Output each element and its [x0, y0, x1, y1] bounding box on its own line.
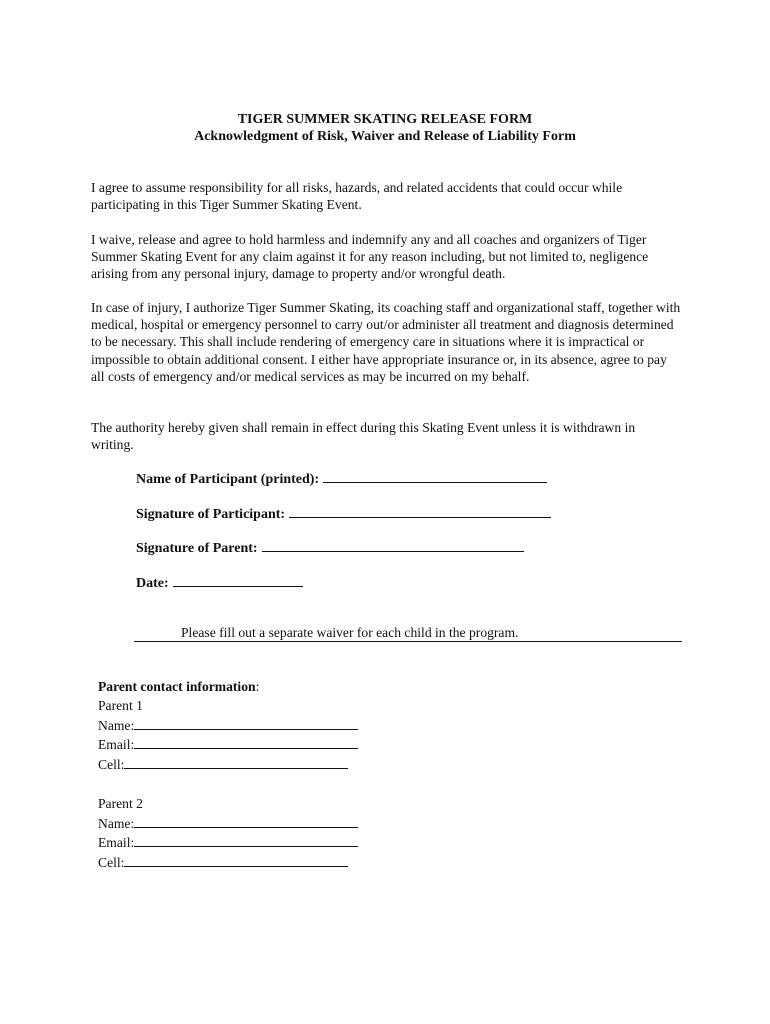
- parent-signature-row: [136, 539, 524, 558]
- separate-waiver-note: [134, 623, 682, 642]
- paragraph-medical: In case of injury, I authorize Tiger Summer Skating, its coaching staff and organizational staff, together with medical, hospital or emergency personnel to carry out/or administer all treatment and diagnosis determined to be necessary. This shall include rendering of emergency care in situations where it is impractical or impossible to obtain additional consent. I either have appropriate insurance or, in its absence, agree to pay all costs of emergency and/or medical services as may be incurred on my behalf.: [91, 300, 681, 384]
- participant-signature-label: Signature of Participant:: [136, 507, 286, 522]
- paragraph-waiver: I waive, release and agree to hold harmless and indemnify any and all coaches and organizers of Tiger Summer Skating Event for any claim against it for any reason including, but not limited to, negligence arising from any personal injury, damage to property and/or wrongful death.: [91, 232, 649, 282]
- parent2-email-row: [98, 834, 358, 852]
- form-subtitle: Acknowledgment of Risk, Waiver and Release of Liability Form: [194, 129, 576, 144]
- parent2-cell-field[interactable]: [124, 854, 348, 867]
- participant-signature-field[interactable]: [289, 505, 551, 518]
- parent2-cell-row: [98, 854, 348, 872]
- parent1-label: Parent 1: [98, 698, 143, 713]
- date-label: Date:: [136, 576, 169, 591]
- parent2-email-field[interactable]: [134, 834, 358, 847]
- paragraph-risk: I agree to assume responsibility for all risks, hazards, and related accidents that could occur while participating in this Tiger Summer Skating Event.: [91, 180, 623, 213]
- date-field[interactable]: [173, 574, 303, 587]
- parent1-cell-label: Cell:: [98, 757, 125, 772]
- parent2-name-field[interactable]: [134, 815, 358, 828]
- parent1-cell-row: [98, 756, 348, 774]
- participant-name-row: [136, 470, 547, 489]
- parent2-name-label: Name:: [98, 816, 135, 831]
- participant-name-label: Name of Participant (printed):: [136, 472, 320, 487]
- participant-name-field[interactable]: [323, 470, 547, 483]
- parent1-email-field[interactable]: [134, 736, 358, 749]
- paragraph-authority: The authority hereby given shall remain in effect during this Skating Event unless it is withdrawn in writing.: [91, 420, 636, 453]
- parent2-label: Parent 2: [98, 796, 143, 811]
- parent1-name-field[interactable]: [134, 717, 358, 730]
- parent-signature-field[interactable]: [262, 539, 524, 552]
- parent1-name-label: Name:: [98, 718, 135, 733]
- participant-signature-row: [136, 505, 551, 524]
- date-row: [136, 574, 303, 593]
- form-title: TIGER SUMMER SKATING RELEASE FORM: [237, 112, 533, 127]
- parent-contact-heading-colon: :: [255, 679, 260, 694]
- parent1-email-row: [98, 736, 358, 754]
- separate-waiver-note-text: Please fill out a separate waiver for each child in the program.: [181, 625, 519, 640]
- parent1-email-label: Email:: [98, 737, 135, 752]
- parent-contact-heading: [98, 678, 259, 696]
- parent-contact-heading-text: Parent contact information: [98, 679, 256, 694]
- parent-signature-label: Signature of Parent:: [136, 541, 258, 556]
- parent1-cell-field[interactable]: [124, 756, 348, 769]
- parent2-cell-label: Cell:: [98, 855, 125, 870]
- parent2-email-label: Email:: [98, 835, 135, 850]
- parent2-name-row: [98, 815, 358, 833]
- parent1-name-row: [98, 717, 358, 735]
